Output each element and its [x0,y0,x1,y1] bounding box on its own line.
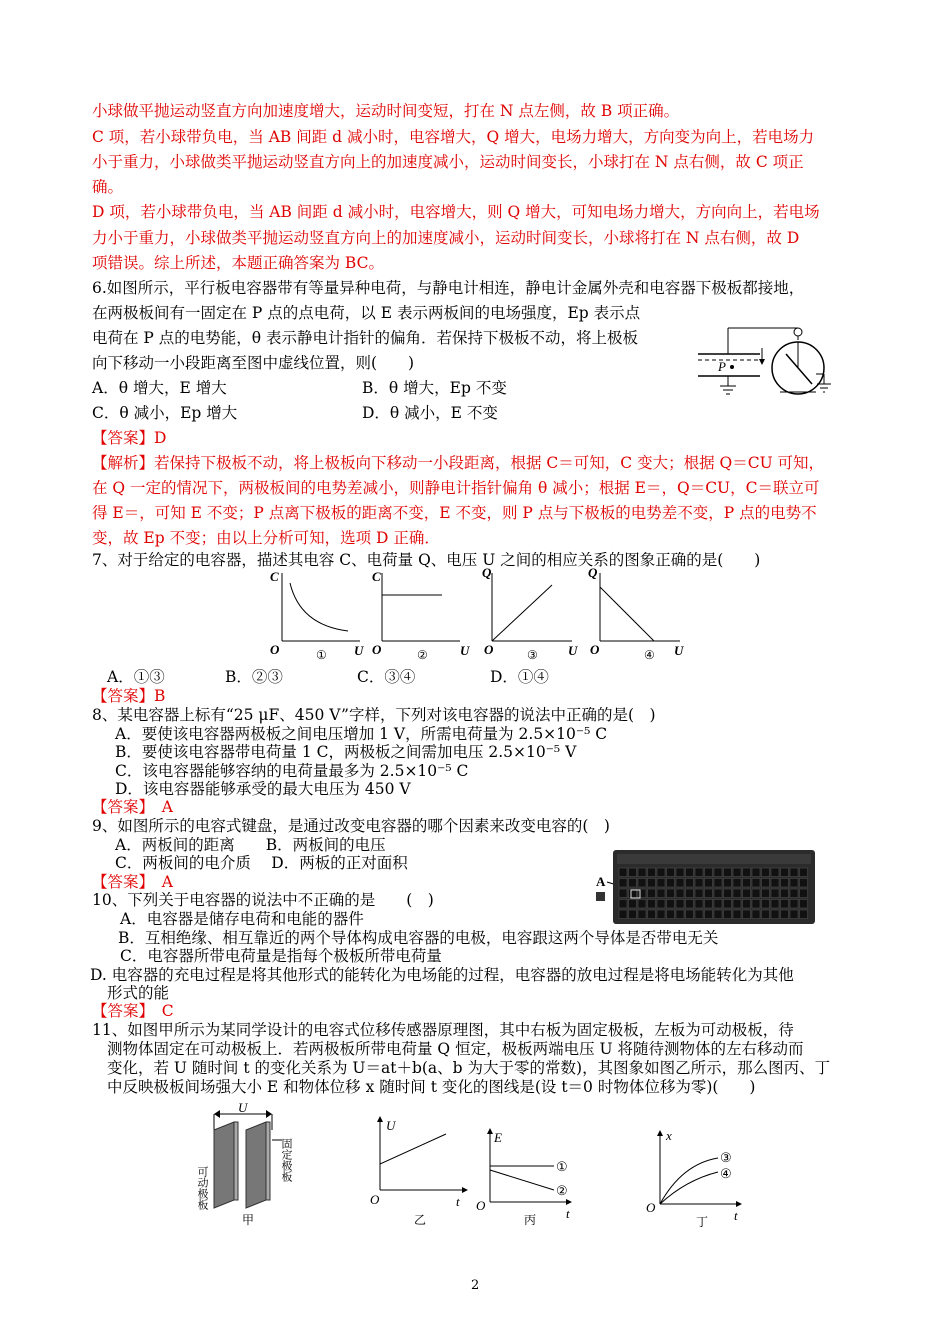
jia-u-label: U [238,1100,248,1115]
keyboard-key [752,910,760,919]
keyboard-key [743,889,751,898]
q6-stem-line: 电荷在 P 点的电势能，θ 表示静电计指针的偏角．若保持下极板不动，将上极板 [92,329,639,347]
point-p-label: P [718,359,726,374]
explanation-line: D 项，若小球带负电，当 AB 间距 d 减小时，电容增大，则 Q 增大，可知电场力增大，方向向上，若电场 [92,203,820,221]
keyboard-key [771,879,779,888]
keyboard-key [629,910,637,919]
keyboard-key [790,868,798,877]
keyboard-key [676,868,684,877]
keyboard-key [733,910,741,919]
q6-option-d: D．θ 减小，E 不变 [362,404,498,422]
q7-stem: 7、对于给定的电容器，描述其电容 C、电荷量 Q、电压 U 之间的相应关系的图象正确的是( ) [92,551,761,569]
keyboard-key [657,910,665,919]
keyboard-key [752,889,760,898]
keyboard-key [762,889,770,898]
keyboard-key [771,910,779,919]
ding-caption: 丁 [696,1215,709,1229]
keyboard-key [781,900,789,909]
q7-option-c: C．③④ [357,668,416,686]
q9-options-row1: A．两板间的距离 B．两板间的电压 [115,836,386,854]
q6-analysis-line: 【解析】若保持下极板不动，将上极板向下移动一小段距离，根据 C＝可知，C 变大；根据 Q＝CU 可知， [92,454,825,472]
keyboard-key [733,889,741,898]
q10-stem: 10、下列关于电容器的说法中不正确的是 ( ) [92,891,434,909]
keyboard-key [752,900,760,909]
keyboard-key [705,879,713,888]
keyboard-key [695,900,703,909]
q11-stem-line: 中反映极板间场强大小 E 和物体位移 x 随时间 t 变化的图线是(设 t＝0 时物体位移为零)( ) [107,1078,756,1096]
keyboard-key [705,910,713,919]
explanation-line: 力小于重力，小球做类平抛运动竖直方向上的加速度减小，运动时间变长，小球将打在 N 点右侧，故 D [92,229,800,247]
keyboard-key [695,910,703,919]
q6-answer: 【答案】D [92,429,167,447]
q9-answer: 【答案】 A [92,873,173,891]
q10-option-b: B．互相绝缘、相互靠近的两个导体构成电容器的电极，电容跟这两个导体是否带电无关 [118,929,719,947]
keyboard-key [790,910,798,919]
keyboard-key [752,868,760,877]
keyboard-key [648,868,656,877]
keyboard-key [743,868,751,877]
page-number: 2 [471,1278,480,1293]
q7-graph-1 [270,569,364,662]
fig-bing [476,1128,572,1227]
q6-stem-line: 在两极板间有一固定在 P 点的点电荷，以 E 表示两板间的电场强度，Ep 表示点 [92,304,641,322]
keyboard-key [714,889,722,898]
keyboard-key [695,879,703,888]
graph1-number: ① [316,648,327,662]
jia-caption: 甲 [242,1213,255,1227]
keyboard-key [638,900,646,909]
q8-option-d: D．该电容器能够承受的最大电压为 450 V [115,780,411,798]
keyboard-key [733,879,741,888]
keyboard-key [686,868,694,877]
keyboard-key [781,910,789,919]
keyboard-key [619,879,627,888]
graph3-origin: O [484,642,494,657]
graph1-x-label: U [354,643,364,658]
keyboard-key [648,889,656,898]
keyboard-key [800,879,808,888]
keyboard-key [667,900,675,909]
ding-line-4: ④ [720,1166,732,1181]
q8-option-b: B．要使该电容器带电荷量 1 C，两极板之间需加电压 2.5×10⁻⁵ V [115,743,577,761]
keyboard-key [657,900,665,909]
keyboard-key [686,900,694,909]
keyboard-key [781,889,789,898]
bing-x-label: t [566,1206,570,1221]
ding-y-label: x [666,1128,672,1143]
keyboard-key [676,900,684,909]
fig-jia [196,1100,293,1227]
keyboard-key [648,900,656,909]
keyboard-key [724,910,732,919]
q10-option-a: A．电容器是储存电荷和电能的器件 [120,910,364,928]
q8-option-c: C．该电容器能够容纳的电荷量最多为 2.5×10⁻⁵ C [115,762,469,780]
yi-origin: O [370,1192,380,1207]
keyboard-key [714,910,722,919]
graph3-y-label: Q [482,565,492,580]
keyboard-key [667,889,675,898]
keyboard-key [619,900,627,909]
graph2-number: ② [417,648,428,662]
keyboard-key [705,868,713,877]
q7-graph-4 [588,565,684,662]
keyboard-key [667,879,675,888]
q8-stem: 8、某电容器上标有“25 μF、450 V”字样，下列对该电容器的说法中正确的是( ) [92,706,656,724]
keyboard-key [771,868,779,877]
keyboard-key [800,900,808,909]
explanation-line: C 项，若小球带负电，当 AB 间距 d 减小时，电容增大，Q 增大，电场力增大，方向变为向上，若电场力 [92,128,815,146]
q6-option-b: B．θ 增大，Ep 不变 [362,379,507,397]
keyboard-key [714,879,722,888]
keyboard-key [695,868,703,877]
q7-graph-2 [372,569,470,662]
q6-stem-line: 向下移动一小段距离至图中虚线位置，则( ) [92,354,415,372]
explanation-line: 小球做平抛运动竖直方向加速度增大，运动时间变短，打在 N 点左侧，故 B 项正确。 [92,102,680,120]
keyboard-key [800,910,808,919]
keyboard-key [790,900,798,909]
keyboard-key [724,879,732,888]
graph3-number: ③ [527,648,538,662]
keyboard-key [667,868,675,877]
keyboard-key [695,889,703,898]
keyboard-key [714,900,722,909]
keyboard-key [762,868,770,877]
q6-stem-line: 6.如图所示，平行板电容器带有等量异种电荷，与静电计相连，静电计金属外壳和电容器下极板都接地， [92,279,805,297]
ding-line-3: ③ [720,1150,732,1165]
keyboard-key [771,900,779,909]
yi-y-label: U [386,1118,396,1133]
graph2-x-label: U [460,643,470,658]
keyboard-key [629,868,637,877]
keyboard-key [629,900,637,909]
graph4-y-label: Q [588,565,598,580]
keyboard-key [667,910,675,919]
keyboard-key [638,879,646,888]
q6-analysis-line: 变，故 Ep 不变；由以上分析可知，选项 D 正确． [92,529,440,547]
q11-stem-line: 测物体固定在可动极板上．若两极板所带电荷量 Q 恒定，极板两端电压 U 将随待测物体的左右移动而 [107,1040,804,1058]
keyboard-key [790,889,798,898]
graph2-origin: O [372,642,382,657]
jia-fixed-label: 固定极板 [280,1138,292,1182]
q11-figures [190,1100,760,1230]
keyboard-key [676,879,684,888]
graph4-number: ④ [644,648,655,662]
keyboard-key [800,889,808,898]
graph4-x-label: U [674,643,684,658]
bing-origin: O [476,1198,486,1213]
capacitor-electroscope-figure [690,318,840,403]
keyboard-key [790,879,798,888]
keyboard-key [648,879,656,888]
q10-option-c: C．电容器所带电荷量是指每个极板所带电荷量 [120,947,442,965]
q10-option-d: D. 电容器的充电过程是将其他形式的能转化为电场能的过程，电容器的放电过程是将电场能转化为其他 [90,966,794,984]
explanation-line: 项错误。综上所述，本题正确答案为 BC。 [92,254,384,272]
graph4-origin: O [590,642,600,657]
q7-answer: 【答案】B [92,687,166,705]
keyboard-key [638,910,646,919]
keyboard-key [686,879,694,888]
keyboard-key [619,889,627,898]
q9-stem: 9、如图所示的电容式键盘，是通过改变电容器的哪个因素来改变电容的( ) [92,817,610,835]
jia-movable-label: 可动极板 [196,1166,208,1210]
explanation-line: 确。 [92,178,124,196]
keyboard-figure [593,846,818,926]
keyboard-key [629,879,637,888]
keyboard-key [724,889,732,898]
keyboard-key [686,910,694,919]
keyboard-key [733,868,741,877]
keyboard-key [771,889,779,898]
keyboard-key-label: A [596,874,606,889]
q7-option-d: D．①④ [490,668,549,686]
keyboard-key [743,879,751,888]
q10-option-d-cont: 形式的能 [107,984,170,1002]
keyboard-key [705,900,713,909]
keyboard-key [724,868,732,877]
keyboard-key [705,889,713,898]
graph1-y-label: C [270,569,279,584]
graph2-y-label: C [372,569,381,584]
q6-analysis-line: 得 E＝，可知 E 不变；P 点离下极板的距离不变，E 不变，则 P 点与下极板的电势差不变，P 点的电势不 [92,504,817,522]
keyboard-key [714,868,722,877]
q8-answer: 【答案】 A [92,798,173,816]
keyboard-key [657,868,665,877]
keyboard-key [686,889,694,898]
explanation-line: 小于重力，小球做类平抛运动竖直方向上的加速度减小，运动时间变长，小球打在 N 点右侧，故 C 项正 [92,153,804,171]
q7-option-a: A．①③ [107,668,165,686]
keyboard-key [657,889,665,898]
keyboard-key [743,900,751,909]
keyboard-key [781,879,789,888]
q7-graphs [262,563,692,663]
keyboard-key [676,889,684,898]
bing-line-2: ② [556,1183,568,1198]
keyboard-key [762,910,770,919]
bing-caption: 丙 [524,1213,537,1227]
yi-x-label: t [456,1194,460,1209]
q7-option-b: B．②③ [225,668,283,686]
keyboard-key [676,910,684,919]
keyboard-key [619,868,627,877]
q6-option-c: C．θ 减小，Ep 增大 [92,404,238,422]
keyboard-key [781,868,789,877]
ding-x-label: t [734,1208,738,1223]
keyboard-key [638,868,646,877]
keyboard-key [762,900,770,909]
q11-stem-line: 变化，若 U 随时间 t 的变化关系为 U＝at＋b(a、b 为大于零的常数)，其图象如图乙所示，那么图丙、丁 [107,1059,831,1077]
q7-graph-3 [482,565,578,662]
q8-option-a: A．要使该电容器两极板之间电压增加 1 V，所需电荷量为 2.5×10⁻⁵ C [115,725,608,743]
bing-y-label: E [494,1130,502,1145]
q10-answer: 【答案】 C [92,1002,174,1020]
q11-stem-line: 11、如图甲所示为某同学设计的电容式位移传感器原理图，其中右板为固定极板，左板为可动极板，待 [92,1021,794,1039]
yi-caption: 乙 [414,1213,427,1227]
keyboard-key [657,879,665,888]
fig-yi [370,1116,468,1227]
keyboard-key [733,900,741,909]
keyboard-key [743,910,751,919]
keyboard-key [752,879,760,888]
keyboard-key [762,879,770,888]
bing-line-1: ① [556,1159,568,1174]
graph1-origin: O [270,642,280,657]
ding-origin: O [646,1200,656,1215]
fig-ding [646,1128,742,1229]
keyboard-key [724,900,732,909]
keyboard-key [648,910,656,919]
q6-analysis-line: 在 Q 一定的情况下，两极板间的电势差减小，则静电计指针偏角 θ 减小；根据 E＝，Q＝CU，C＝联立可 [92,479,820,497]
graph3-x-label: U [568,643,578,658]
q9-options-row2: C．两板间的电介质 D．两板的正对面积 [115,854,408,872]
keyboard-key [619,910,627,919]
keyboard-key [800,868,808,877]
q6-option-a: A．θ 增大，E 增大 [92,379,227,397]
